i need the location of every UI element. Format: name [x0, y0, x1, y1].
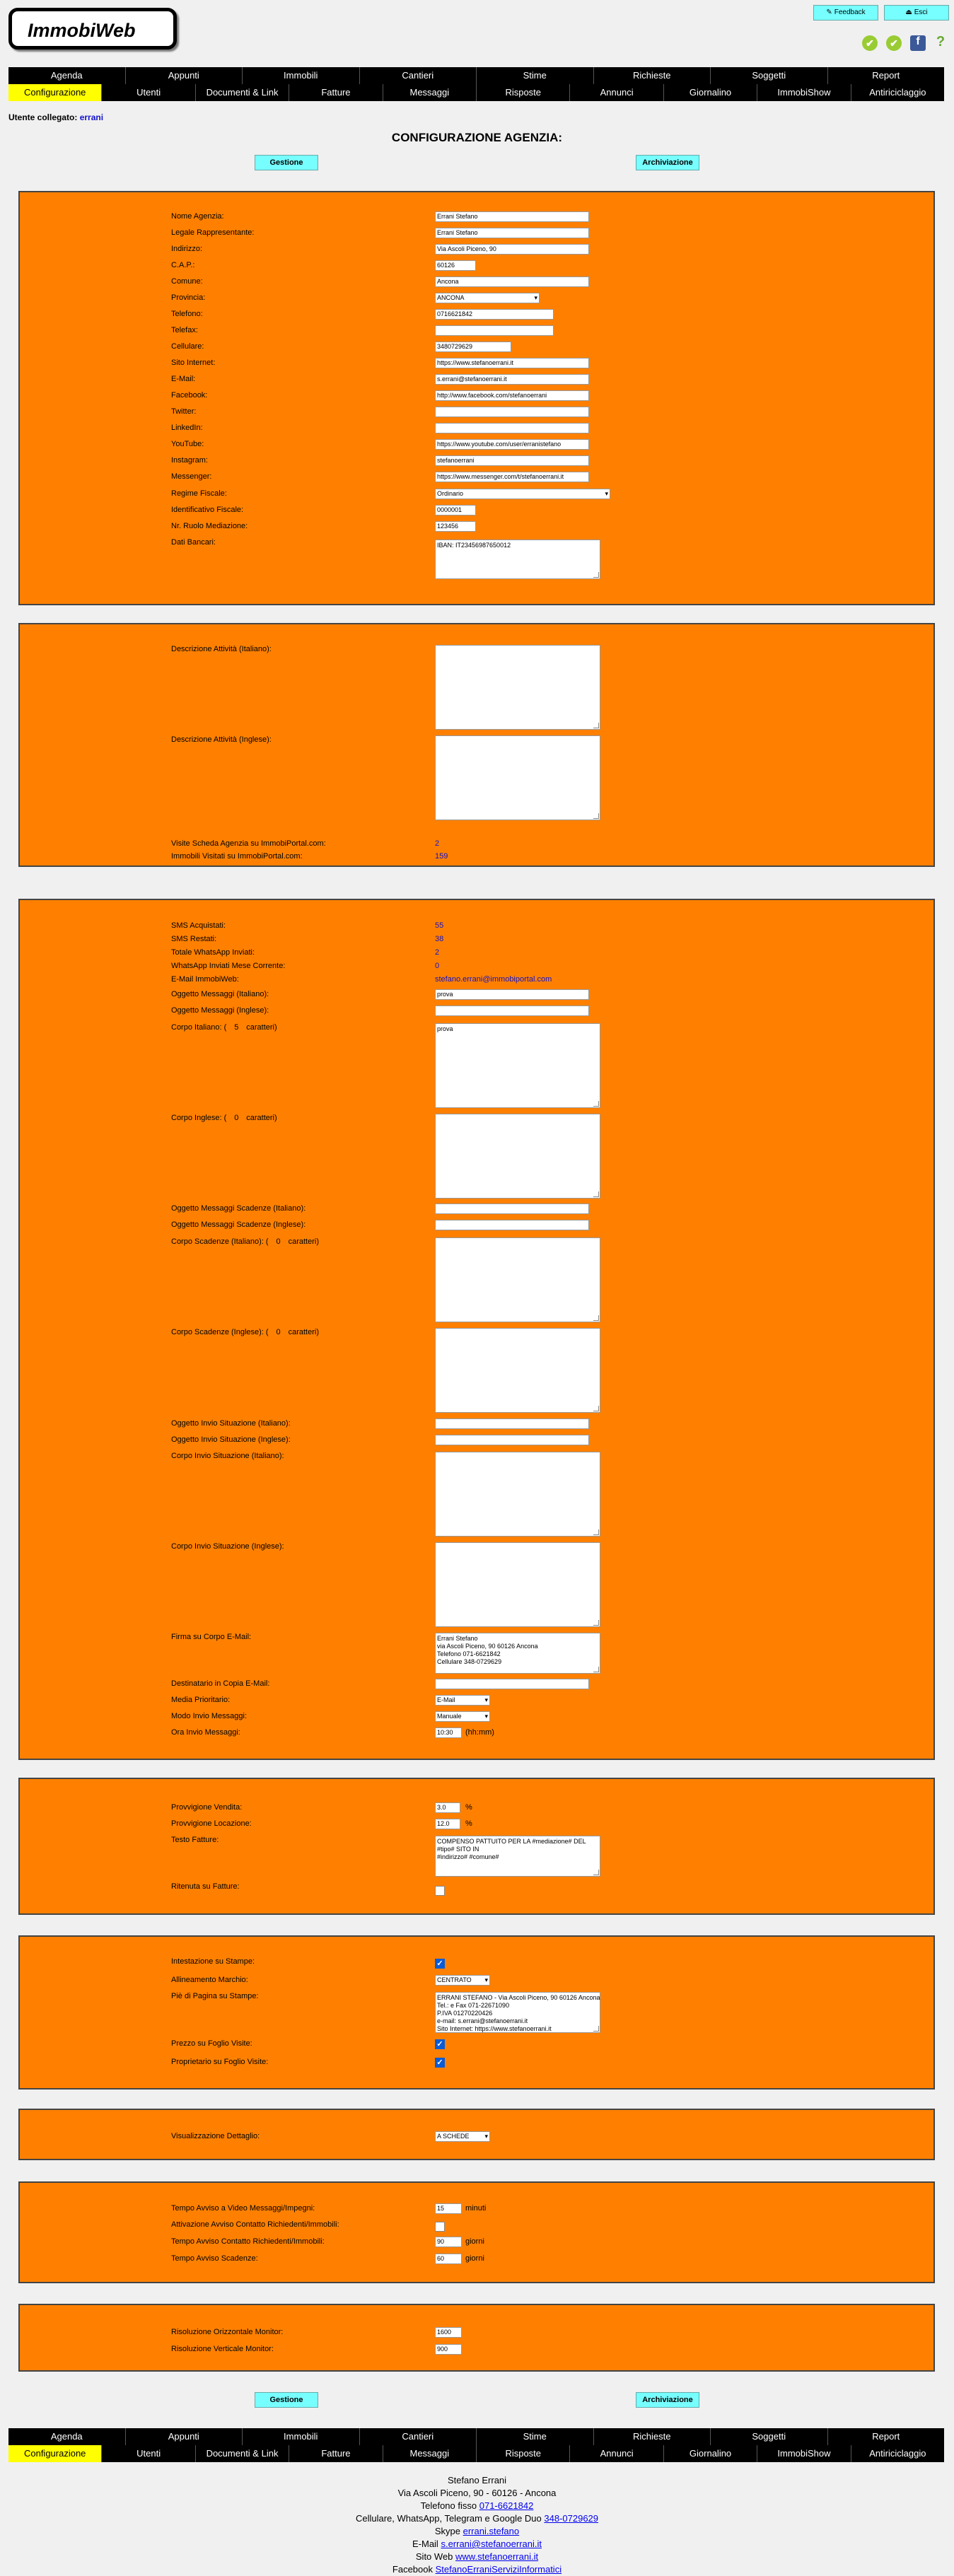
- label-comune: Comune:: [171, 277, 203, 286]
- menu-giornalino[interactable]: Giornalino: [664, 84, 757, 101]
- unit-provv-locazione: %: [465, 1819, 472, 1828]
- label-corpo-inv-en: Corpo Invio Situazione (Inglese):: [171, 1542, 284, 1551]
- footer-cellulare-label: Cellulare, WhatsApp, Telegram e Google Duo: [355, 2513, 542, 2524]
- label-desc-it: Descrizione Attività (Italiano):: [171, 645, 272, 653]
- textarea-corpo-inv-en[interactable]: [435, 1542, 600, 1627]
- label-corpo-it-suffix: caratteri): [246, 1023, 277, 1032]
- footer-facebook-link[interactable]: StefanoErraniServiziInformatici: [435, 2564, 562, 2575]
- label-tempo-contatto: Tempo Avviso Contatto Richiedenti/Immobili:: [171, 2237, 325, 2246]
- label-wa-totale: Totale WhatsApp Inviati:: [171, 948, 255, 957]
- panel-messaggi: [18, 899, 935, 1760]
- input-destinatario-copia[interactable]: [435, 1679, 589, 1689]
- label-sms-restati: SMS Restati:: [171, 935, 217, 943]
- counter-corpo-en: 0: [234, 1114, 239, 1122]
- footer-email: [0, 2538, 954, 2551]
- panel-stampe: [18, 1935, 935, 2090]
- menu-stime[interactable]: Stime: [477, 2428, 594, 2445]
- input-messenger[interactable]: https://www.messenger.com/t/stefanoerrani.it: [435, 472, 589, 482]
- menu-stime[interactable]: Stime: [477, 67, 594, 84]
- input-email[interactable]: s.errani@stefanoerrani.it: [435, 374, 589, 385]
- label-corpo-it-text: Corpo Italiano: (: [171, 1023, 227, 1032]
- label-corpo-it: [171, 1023, 277, 1032]
- label-telefax: Telefax:: [171, 326, 198, 334]
- footer-cellulare-link[interactable]: 348-0729629: [544, 2513, 599, 2524]
- footer-telefono-link[interactable]: 071-6621842: [479, 2500, 534, 2511]
- menu-agenda[interactable]: Agenda: [8, 2428, 126, 2445]
- footer-skype-link[interactable]: errani.stefano: [463, 2526, 520, 2536]
- menu-risposte[interactable]: Risposte: [477, 2445, 570, 2462]
- footer: [0, 2474, 954, 2576]
- label-facebook: Facebook:: [171, 391, 208, 400]
- label-telefono: Telefono:: [171, 310, 203, 318]
- value-email-immobiweb: stefano.errani@immobiportal.com: [435, 975, 552, 984]
- textarea-banca[interactable]: IBAN: IT23456987650012: [435, 540, 600, 579]
- label-allineamento: Allineamento Marchio:: [171, 1976, 248, 1984]
- input-tempo-contatto[interactable]: 90: [435, 2237, 462, 2247]
- footer-sito-label: Sito Web: [415, 2551, 453, 2562]
- label-corpo-scad-en-text: Corpo Scadenze (Inglese): (: [171, 1328, 269, 1336]
- logged-user-name: errani: [79, 112, 104, 122]
- label-prezzo-visite: Prezzo su Foglio Visite:: [171, 2039, 252, 2048]
- label-media: Media Prioritario:: [171, 1696, 231, 1704]
- label-corpo-en-text: Corpo Inglese: (: [171, 1114, 227, 1122]
- input-oggetto-it[interactable]: prova: [435, 989, 589, 1000]
- label-risoluzione-orizzontale: Risoluzione Orizzontale Monitor:: [171, 2328, 284, 2336]
- value-visite: 2: [435, 839, 440, 848]
- textarea-firma[interactable]: Errani Stefano via Ascoli Piceno, 90 60126 Ancona Telefono 071-6621842 Cellulare 348-0729629: [435, 1633, 600, 1674]
- menu-configurazione[interactable]: Configurazione: [8, 2445, 102, 2462]
- label-corpo-en-suffix: caratteri): [246, 1114, 277, 1122]
- label-proprietario-visite: Proprietario su Foglio Visite:: [171, 2058, 269, 2066]
- input-tempo-avviso[interactable]: 15: [435, 2203, 462, 2214]
- bottom-menu-row-1: [8, 2428, 944, 2445]
- menu-soggetti[interactable]: Soggetti: [711, 67, 828, 84]
- input-legale[interactable]: Errani Stefano: [435, 228, 589, 238]
- menu-report[interactable]: Report: [872, 70, 900, 81]
- footer-facebook-label: Facebook: [392, 2564, 433, 2575]
- footer-sito: [0, 2551, 954, 2563]
- exit-icon: ⏏: [905, 8, 912, 16]
- label-oggetto-inv-it: Oggetto Invio Situazione (Italiano):: [171, 1419, 291, 1428]
- menu-cantieri[interactable]: Cantieri: [360, 2428, 477, 2445]
- input-sito[interactable]: https://www.stefanoerrani.it: [435, 358, 589, 368]
- help-icon[interactable]: ?: [936, 34, 946, 49]
- textarea-pie-pagina[interactable]: ERRANI STEFANO - Via Ascoli Piceno, 90 60126 Ancona Tel.: e Fax 071-22671090 P.IVA 01270220426 e-mail: s.errani@stefanoerrani.it Sito Internet: https://www.stefanoerrani.it: [435, 1992, 600, 2033]
- textarea-corpo-scad-it[interactable]: [435, 1237, 600, 1322]
- label-email: E-Mail:: [171, 375, 196, 383]
- input-risoluzione-orizzontale[interactable]: 1600: [435, 2327, 462, 2338]
- label-twitter: Twitter:: [171, 407, 197, 416]
- menu-annunci[interactable]: Annunci: [570, 84, 663, 101]
- checkbox-intestazione[interactable]: ✓: [435, 1959, 445, 1969]
- label-risoluzione-verticale: Risoluzione Verticale Monitor:: [171, 2345, 274, 2353]
- feedback-icon: ✎: [826, 8, 832, 16]
- value-wa-mese: 0: [435, 962, 440, 970]
- textarea-corpo-en[interactable]: [435, 1114, 600, 1199]
- checkbox-attivazione-avviso[interactable]: [435, 2222, 445, 2232]
- label-corpo-scad-it: [171, 1237, 319, 1246]
- input-tempo-scadenze[interactable]: 60: [435, 2254, 462, 2264]
- label-nome-agenzia: Nome Agenzia:: [171, 212, 224, 221]
- input-oggetto-en[interactable]: [435, 1006, 589, 1016]
- gestione-button[interactable]: Gestione: [255, 155, 318, 170]
- input-twitter[interactable]: [435, 407, 589, 417]
- select-allineamento[interactable]: CENTRATO ▾: [435, 1975, 490, 1986]
- menu-risposte[interactable]: Risposte: [477, 84, 570, 101]
- select-modo-invio[interactable]: Manuale ▾: [435, 1711, 490, 1722]
- bottom-menu-row-2: [8, 2445, 944, 2462]
- label-oggetto-en: Oggetto Messaggi (Inglese):: [171, 1006, 269, 1015]
- menu-immobili[interactable]: Immobili: [243, 2428, 360, 2445]
- check-icon[interactable]: ✔: [886, 35, 902, 51]
- exit-button[interactable]: [884, 5, 949, 21]
- input-id-fiscale[interactable]: 0000001: [435, 505, 476, 515]
- logged-user-label: Utente collegato:: [8, 112, 78, 122]
- input-provv-locazione[interactable]: 12.0: [435, 1819, 460, 1829]
- label-ruolo: Nr. Ruolo Mediazione:: [171, 522, 248, 530]
- label-oggetto-it: Oggetto Messaggi (Italiano):: [171, 990, 269, 998]
- menu-row-2: [8, 84, 944, 101]
- counter-corpo-it: 5: [234, 1023, 239, 1032]
- label-desc-en: Descrizione Attività (Inglese):: [171, 735, 272, 744]
- label-oggetto-inv-en: Oggetto Invio Situazione (Inglese):: [171, 1435, 291, 1444]
- label-regime: Regime Fiscale:: [171, 489, 227, 498]
- textarea-corpo-it[interactable]: prova: [435, 1023, 600, 1108]
- panel-visualizzazione: [18, 2109, 935, 2160]
- label-corpo-scad-it-text: Corpo Scadenze (Italiano): (: [171, 1237, 269, 1246]
- label-messenger: Messenger:: [171, 472, 212, 481]
- input-youtube[interactable]: https://www.youtube.com/user/erranistefano: [435, 439, 589, 450]
- menu-fatture[interactable]: Fatture: [289, 2445, 383, 2462]
- menu-messaggi[interactable]: Messaggi: [383, 84, 477, 101]
- label-modo-invio: Modo Invio Messaggi:: [171, 1712, 247, 1720]
- app-logo[interactable]: [8, 8, 177, 49]
- menu-immobishow[interactable]: ImmobiShow: [757, 2445, 851, 2462]
- footer-facebook: [0, 2563, 954, 2576]
- menu-immobishow[interactable]: ImmobiShow: [757, 84, 851, 101]
- menu-antiriciclaggio[interactable]: Antiriciclaggio: [869, 2448, 926, 2459]
- label-linkedin: LinkedIn:: [171, 424, 203, 432]
- menu-antiriciclaggio[interactable]: Antiriciclaggio: [869, 87, 926, 98]
- panel-monitor: [18, 2304, 935, 2372]
- label-oggetto-scad-en: Oggetto Messaggi Scadenze (Inglese):: [171, 1220, 306, 1229]
- input-ruolo[interactable]: 123456: [435, 521, 476, 532]
- unit-tempo-scadenze: giorni: [465, 2254, 484, 2263]
- label-destinatario-copia: Destinatario in Copia E-Mail:: [171, 1679, 270, 1688]
- label-imm-visitati: Immobili Visitati su ImmobiPortal.com:: [171, 852, 303, 861]
- label-intestazione: Intestazione su Stampe:: [171, 1957, 255, 1966]
- menu-immobili[interactable]: Immobili: [243, 67, 360, 84]
- footer-telefono: [0, 2500, 954, 2512]
- label-ritenuta: Ritenuta su Fatture:: [171, 1882, 240, 1891]
- menu-row-1: [8, 67, 944, 84]
- label-corpo-scad-it-suffix: caratteri): [288, 1237, 319, 1246]
- checkbox-ritenuta[interactable]: [435, 1886, 445, 1896]
- facebook-icon[interactable]: f: [910, 35, 926, 51]
- label-indirizzo: Indirizzo:: [171, 245, 203, 253]
- panel-anagrafica: [18, 191, 935, 605]
- label-pie-pagina: Piè di Pagina su Stampe:: [171, 1992, 259, 2000]
- input-cap[interactable]: 60126: [435, 260, 476, 271]
- label-testo-fatture: Testo Fatture:: [171, 1836, 219, 1844]
- unit-tempo-contatto: giorni: [465, 2237, 484, 2246]
- label-provv-vendita: Provvigione Vendita:: [171, 1803, 243, 1812]
- logged-user: [8, 112, 103, 122]
- label-wa-mese: WhatsApp Inviati Mese Corrente:: [171, 962, 286, 970]
- textarea-testo-fatture[interactable]: COMPENSO PATTUITO PER LA #mediazione# DEL #tipo# SITO IN #indirizzo# #comune#: [435, 1836, 600, 1877]
- input-oggetto-scad-en[interactable]: [435, 1220, 589, 1230]
- input-nome-agenzia[interactable]: Errani Stefano: [435, 211, 589, 222]
- archiviazione-button[interactable]: Archiviazione: [636, 155, 699, 170]
- value-sms-acquistati: 55: [435, 921, 444, 930]
- textarea-desc-it[interactable]: [435, 645, 600, 730]
- panel-descrizione: [18, 623, 935, 867]
- label-corpo-inv-it: Corpo Invio Situazione (Italiano):: [171, 1452, 284, 1460]
- footer-sito-link[interactable]: www.stefanoerrani.it: [455, 2551, 539, 2562]
- label-ora-invio: Ora Invio Messaggi:: [171, 1728, 240, 1737]
- label-instagram: Instagram:: [171, 456, 208, 465]
- menu-appunti[interactable]: Appunti: [126, 67, 243, 84]
- value-sms-restati: 38: [435, 935, 444, 943]
- input-telefono[interactable]: 0716621842: [435, 309, 554, 320]
- panel-avvisi: [18, 2181, 935, 2283]
- label-oggetto-scad-it: Oggetto Messaggi Scadenze (Italiano):: [171, 1204, 306, 1213]
- textarea-desc-en[interactable]: [435, 735, 600, 820]
- footer-telefono-label: Telefono fisso: [420, 2500, 477, 2511]
- feedback-button[interactable]: [813, 5, 878, 21]
- label-firma: Firma su Corpo E-Mail:: [171, 1633, 252, 1641]
- label-cellulare: Cellulare:: [171, 342, 204, 351]
- footer-skype-label: Skype: [434, 2526, 460, 2536]
- label-corpo-scad-en-suffix: caratteri): [288, 1328, 319, 1336]
- gestione-button-bottom[interactable]: Gestione: [255, 2392, 318, 2408]
- label-youtube: YouTube:: [171, 440, 204, 448]
- input-instagram[interactable]: stefanoerrani: [435, 455, 589, 466]
- counter-corpo-scad-en: 0: [276, 1328, 281, 1336]
- main-menu: [8, 67, 944, 101]
- menu-appunti[interactable]: Appunti: [126, 2428, 243, 2445]
- menu-fatture[interactable]: Fatture: [289, 84, 383, 101]
- menu-soggetti[interactable]: Soggetti: [711, 2428, 828, 2445]
- page-title: CONFIGURAZIONE AGENZIA:: [391, 131, 563, 144]
- label-email-immobiweb: E-Mail ImmobiWeb:: [171, 975, 239, 984]
- check-icon[interactable]: ✔: [862, 35, 878, 51]
- exit-label: Esci: [914, 8, 928, 16]
- label-sito: Sito Internet:: [171, 359, 216, 367]
- menu-messaggi[interactable]: Messaggi: [383, 2445, 477, 2462]
- input-oggetto-inv-en[interactable]: [435, 1435, 589, 1445]
- menu-giornalino[interactable]: Giornalino: [664, 2445, 757, 2462]
- footer-address: Via Ascoli Piceno, 90 - 60126 - Ancona: [397, 2488, 557, 2498]
- input-telefax[interactable]: [435, 325, 554, 336]
- label-tempo-scadenze: Tempo Avviso Scadenze:: [171, 2254, 258, 2263]
- input-comune[interactable]: Ancona: [435, 276, 589, 287]
- label-cap: C.A.P.:: [171, 261, 195, 269]
- checkbox-proprietario-visite[interactable]: ✓: [435, 2058, 445, 2068]
- counter-corpo-scad-it: 0: [276, 1237, 281, 1246]
- label-sms-acquistati: SMS Acquistati:: [171, 921, 226, 930]
- label-visite: Visite Scheda Agenzia su ImmobiPortal.com:: [171, 839, 326, 848]
- menu-cantieri[interactable]: Cantieri: [360, 67, 477, 84]
- input-oggetto-scad-it[interactable]: [435, 1204, 589, 1214]
- input-risoluzione-verticale[interactable]: 900: [435, 2344, 462, 2355]
- checkbox-prezzo-visite[interactable]: ✓: [435, 2039, 445, 2049]
- footer-email-label: E-Mail: [412, 2539, 438, 2549]
- input-indirizzo[interactable]: Via Ascoli Piceno, 90: [435, 244, 589, 255]
- input-cellulare[interactable]: 3480729629: [435, 342, 511, 352]
- menu-utenti[interactable]: Utenti: [102, 84, 195, 101]
- bottom-menu: [8, 2428, 944, 2462]
- select-visualizzazione[interactable]: A SCHEDE ▾: [435, 2131, 490, 2142]
- footer-cellulare: [0, 2512, 954, 2525]
- menu-agenda[interactable]: Agenda: [8, 67, 126, 84]
- label-tempo-avviso: Tempo Avviso a Video Messaggi/Impegni:: [171, 2204, 315, 2213]
- menu-documenti[interactable]: Documenti & Link: [196, 84, 289, 101]
- select-media[interactable]: E-Mail ▾: [435, 1695, 490, 1706]
- value-imm-visitati: 159: [435, 852, 448, 861]
- unit-ora: (hh:mm): [465, 1728, 494, 1737]
- label-visualizzazione: Visualizzazione Dettaglio:: [171, 2132, 260, 2140]
- textarea-corpo-inv-it[interactable]: [435, 1452, 600, 1537]
- menu-utenti[interactable]: Utenti: [102, 2445, 195, 2462]
- textarea-corpo-scad-en[interactable]: [435, 1328, 600, 1413]
- archiviazione-button-bottom[interactable]: Archiviazione: [636, 2392, 699, 2408]
- input-ora-invio[interactable]: 10:30: [435, 1727, 462, 1738]
- label-provincia: Provincia:: [171, 293, 206, 302]
- unit-provv-vendita: %: [465, 1803, 472, 1812]
- input-facebook[interactable]: http://www.facebook.com/stefanoerrani: [435, 390, 589, 401]
- input-linkedin[interactable]: [435, 423, 589, 433]
- label-banca: Dati Bancari:: [171, 538, 216, 547]
- label-attivazione-avviso: Attivazione Avviso Contatto Richiedenti/Immobili:: [171, 2220, 339, 2229]
- menu-richieste[interactable]: Richieste: [594, 2428, 711, 2445]
- feedback-label: Feedback: [834, 8, 866, 16]
- input-oggetto-inv-it[interactable]: [435, 1418, 589, 1429]
- panel-fatture: [18, 1778, 935, 1915]
- value-wa-totale: 2: [435, 948, 440, 957]
- menu-richieste[interactable]: Richieste: [594, 67, 711, 84]
- footer-name: Stefano Errani: [447, 2475, 507, 2485]
- label-id-fiscale: Identificativo Fiscale:: [171, 506, 244, 514]
- menu-configurazione[interactable]: Configurazione: [8, 84, 102, 101]
- label-corpo-scad-en: [171, 1328, 319, 1336]
- footer-email-link[interactable]: s.errani@stefanoerrani.it: [441, 2539, 542, 2549]
- unit-tempo-avviso: minuti: [465, 2204, 487, 2213]
- select-provincia[interactable]: ANCONA ▾: [435, 293, 540, 303]
- label-legale: Legale Rappresentante:: [171, 228, 255, 237]
- label-provv-locazione: Provvigione Locazione:: [171, 1819, 252, 1828]
- menu-annunci[interactable]: Annunci: [570, 2445, 663, 2462]
- menu-report[interactable]: Report: [872, 2431, 900, 2442]
- select-regime[interactable]: Ordinario ▾: [435, 489, 610, 499]
- logo-text: ImmobiWeb: [28, 20, 136, 41]
- menu-documenti[interactable]: Documenti & Link: [196, 2445, 289, 2462]
- input-provv-vendita[interactable]: 3.0: [435, 1802, 460, 1813]
- footer-skype: [0, 2525, 954, 2538]
- label-corpo-en: [171, 1114, 277, 1122]
